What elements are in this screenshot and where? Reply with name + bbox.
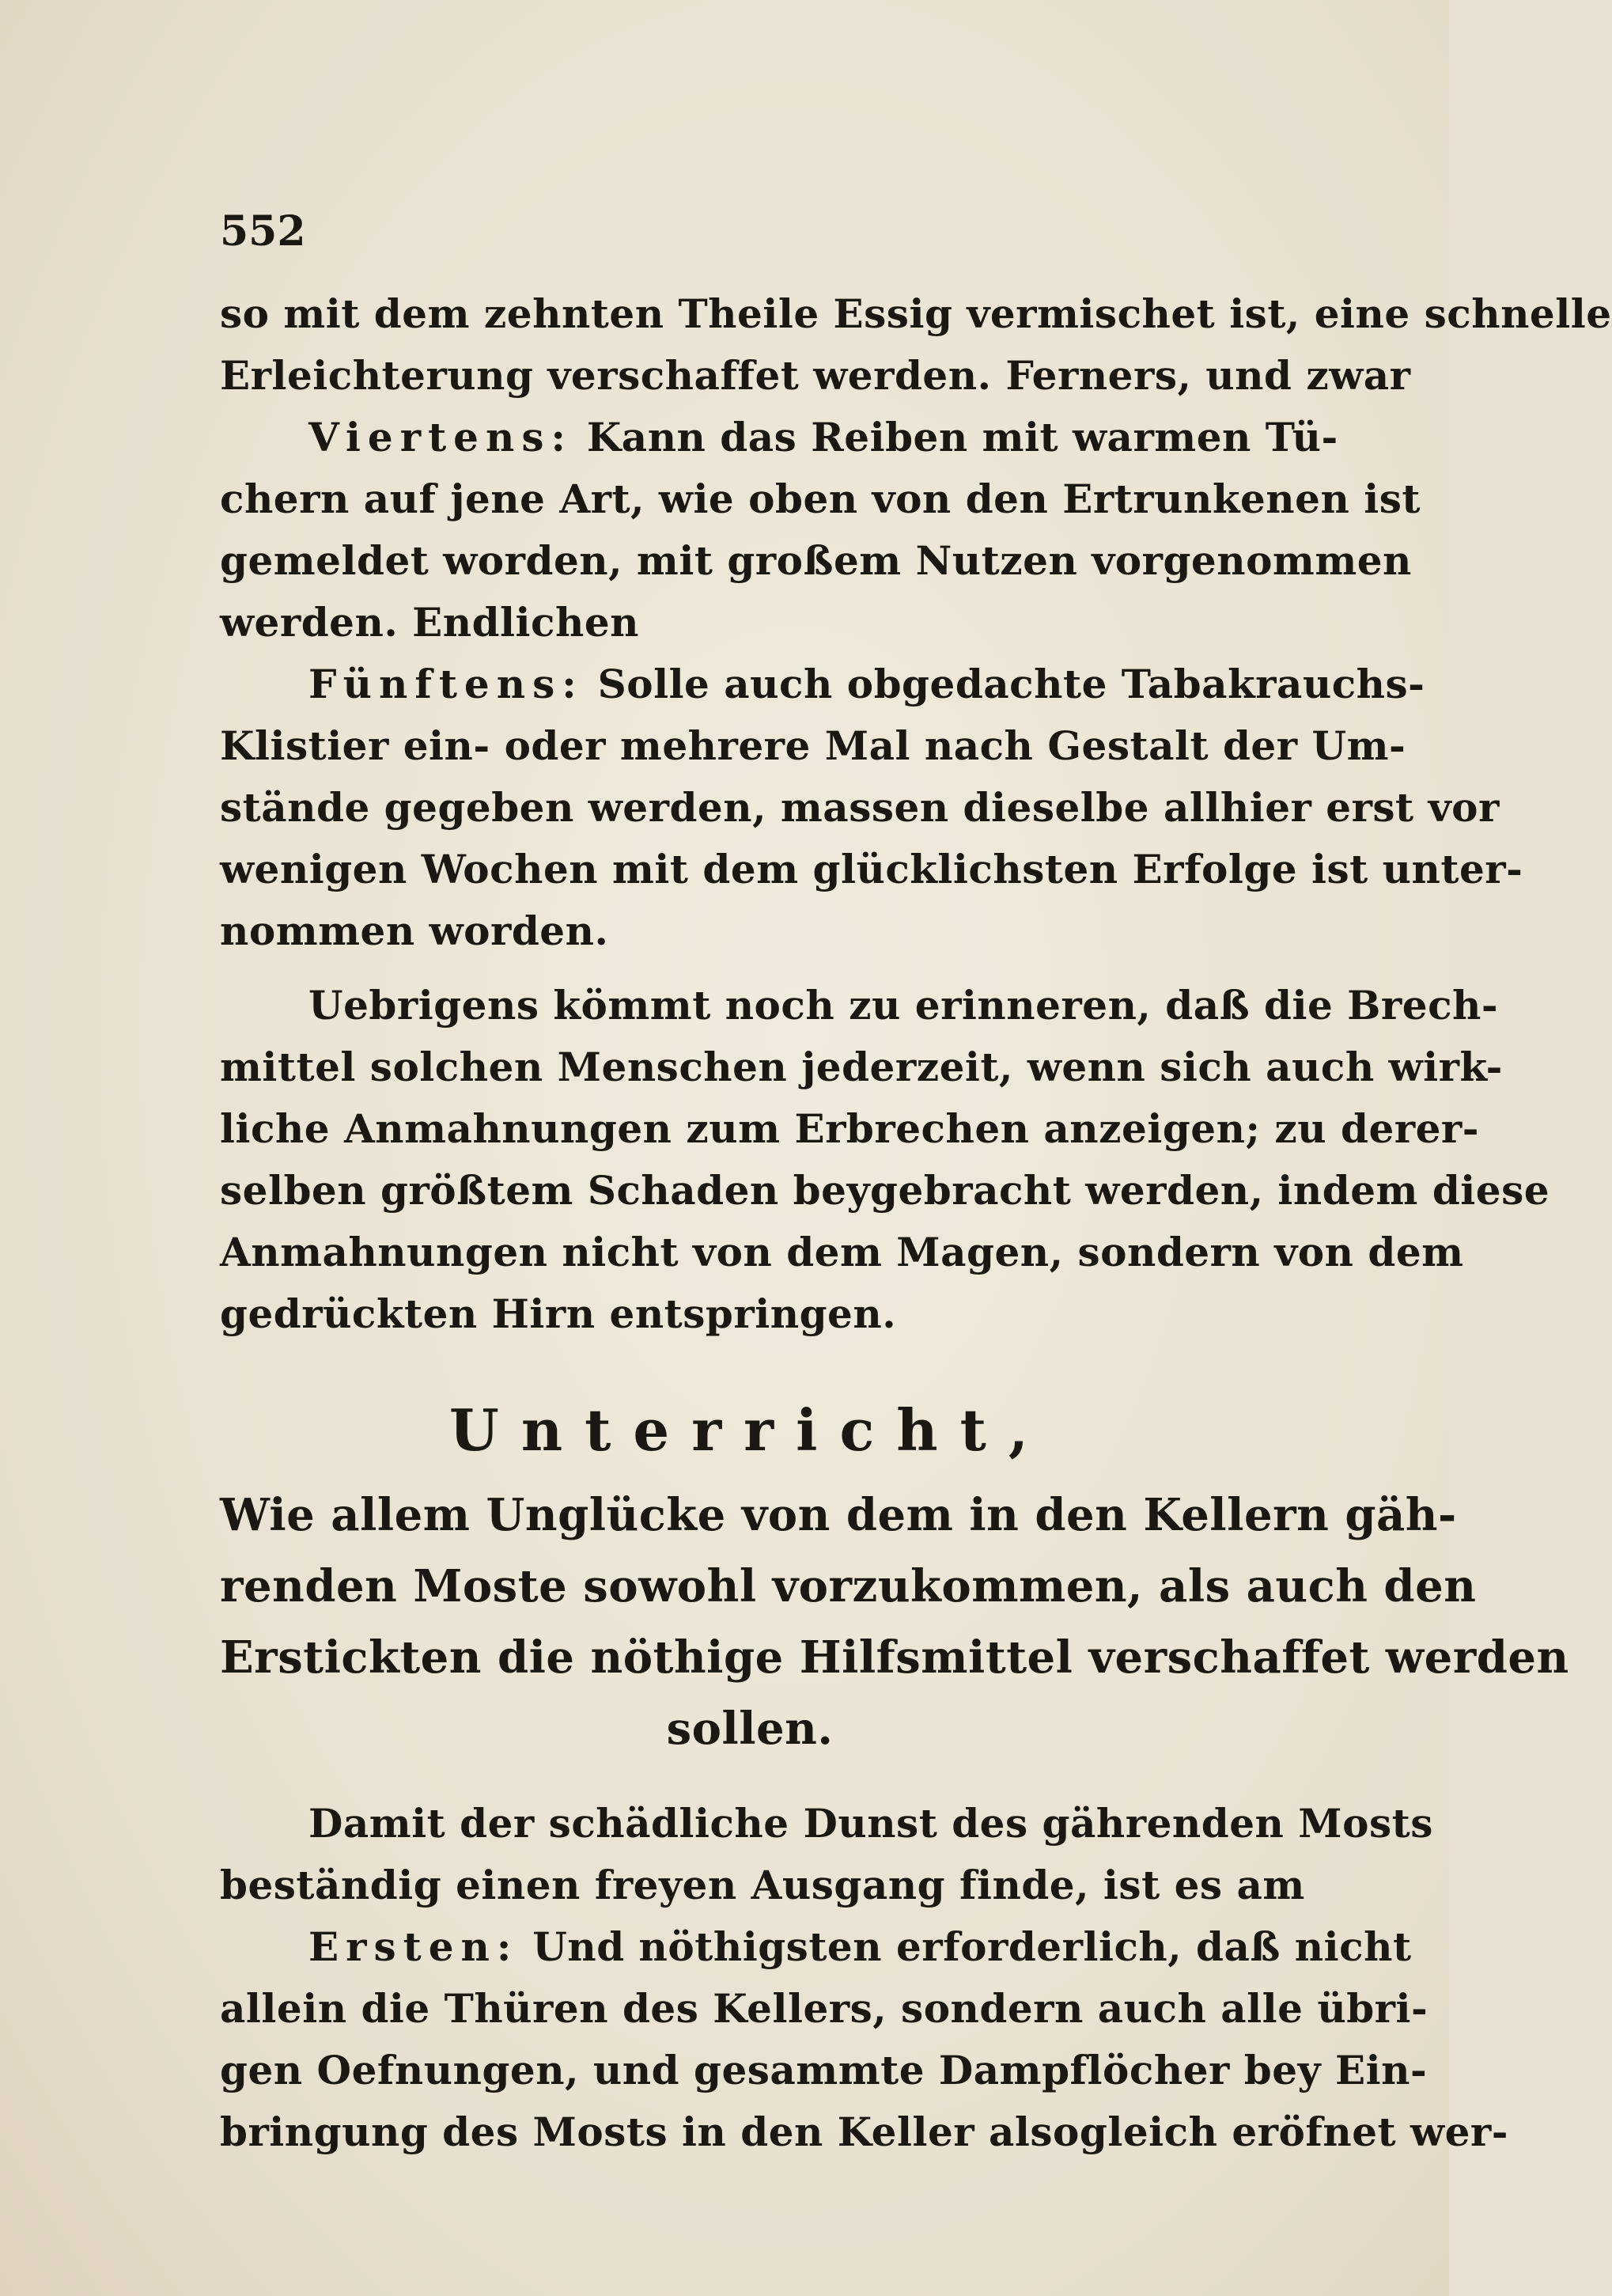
enumeration-word: Viertens: (308, 414, 573, 460)
text-line: nommen worden. (220, 907, 609, 954)
text-line: Fünftens: Solle auch obgedachte Tabakrauchs- (308, 661, 1425, 707)
text-line: gemeldet worden, mit großem Nutzen vorgenommen (220, 537, 1412, 584)
text-line: allein die Thüren des Kellers, sondern auch alle übri- (220, 1985, 1428, 2032)
text-line: so mit dem zehnten Theile Essig vermischet ist, eine schnelle (220, 290, 1612, 337)
section-subheading (220, 1480, 1569, 1764)
text-line: mittel solchen Menschen jederzeit, wenn sich auch wirk- (220, 1044, 1503, 1090)
page-number: 552 (220, 207, 306, 256)
text-line: selben größtem Schaden beygebracht werden, indem diese (220, 1167, 1550, 1214)
subheading-line: Erstickten die nöthige Hilfsmittel verschaffet werden (220, 1631, 1569, 1684)
text-line: bringung des Mosts in den Keller alsogleich eröfnet wer- (220, 2108, 1509, 2155)
enumeration-word: Ersten: (308, 1923, 519, 1970)
text-line: chern auf jene Art, wie oben von den Ertrunkenen ist (220, 475, 1421, 522)
section-heading: Unterricht, (449, 1396, 1050, 1464)
paragraph-emetics (220, 975, 1550, 1345)
text-line: Anmahnungen nicht von dem Magen, sondern von dem (220, 1229, 1464, 1275)
text-line: liche Anmahnungen zum Erbrechen anzeigen; zu derer- (220, 1105, 1480, 1152)
paragraph-cellar (220, 1793, 1509, 2163)
text-line: wenigen Wochen mit dem glücklichsten Erfolge ist unter- (220, 846, 1523, 892)
text-line: Uebrigens kömmt noch zu erinneren, daß die Brech- (308, 982, 1499, 1029)
text-line: Viertens: Kann das Reiben mit warmen Tü- (308, 414, 1338, 460)
subheading-line: renden Moste sowohl vorzukommen, als auch den (220, 1560, 1477, 1612)
text-line: werden. Endlichen (220, 599, 640, 646)
text-line: Klistier ein- oder mehrere Mal nach Gestalt der Um- (220, 722, 1406, 769)
text-line: stände gegeben werden, massen dieselbe allhier erst vor (220, 784, 1500, 831)
text-line: Ersten: Und nöthigsten erforderlich, daß nicht (308, 1923, 1412, 1970)
paragraph-remedies (220, 283, 1612, 962)
enumeration-word: Fünftens: (308, 661, 584, 707)
subheading-line: Wie allem Unglücke von dem in den Kellern gäh- (220, 1489, 1457, 1541)
subheading-line: sollen. (666, 1703, 834, 1755)
text-line: Erleichterung verschaffet werden. Ferners, und zwar (220, 352, 1411, 399)
text-line: beständig einen freyen Ausgang finde, ist es am (220, 1862, 1305, 1908)
text-line: gedrückten Hirn entspringen. (220, 1290, 897, 1337)
text-line: Damit der schädliche Dunst des gährenden Mosts (308, 1800, 1433, 1847)
text-line: gen Oefnungen, und gesammte Dampflöcher bey Ein- (220, 2047, 1428, 2093)
